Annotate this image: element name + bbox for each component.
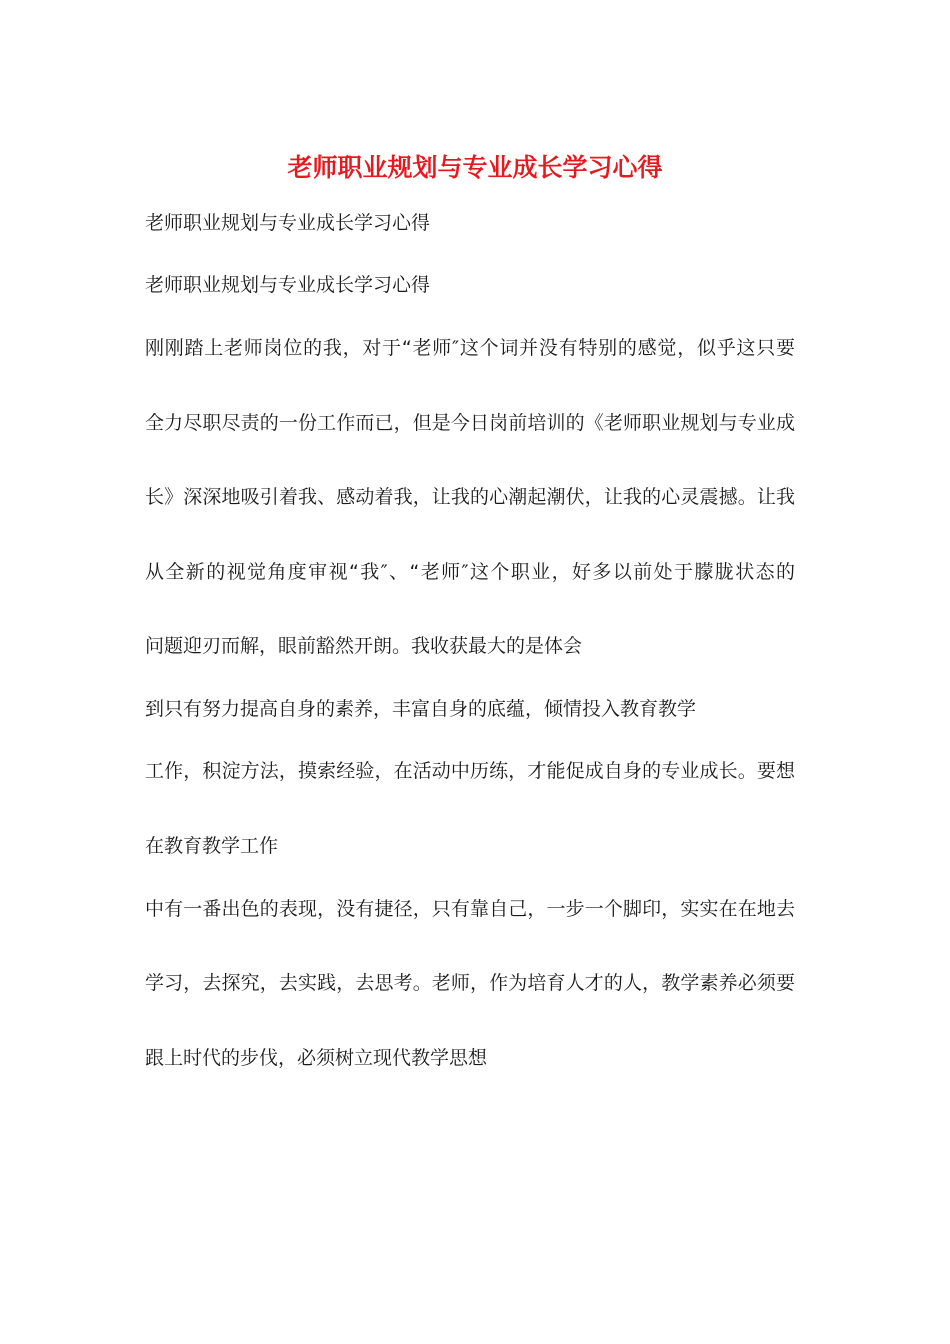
body-line-3: 长》深深地吸引着我、感动着我，让我的心潮起潮伏，让我的心灵震撼。让我 (145, 486, 795, 508)
subtitle-line-2: 老师职业规划与专业成长学习心得 (145, 274, 431, 296)
body-line-1: 刚刚踏上老师岗位的我，对于“老师″这个词并没有特别的感觉，似乎这只要 (145, 337, 795, 359)
body-line-6: 到只有努力提高自身的素养，丰富自身的底蕴，倾情投入教育教学 (145, 698, 697, 720)
subtitle-line-1: 老师职业规划与专业成长学习心得 (145, 212, 431, 234)
body-line-2: 全力尽职尽责的一份工作而已，但是今日岗前培训的《老师职业规划与专业成 (145, 412, 795, 434)
body-line-10: 学习，去探究，去实践，去思考。老师，作为培育人才的人，教学素养必须要 (145, 972, 795, 994)
body-line-4: 从全新的视觉角度审视“我″、“老师″这个职业，好多以前处于朦胧状态的 (145, 561, 795, 583)
body-line-5: 问题迎刃而解，眼前豁然开朗。我收获最大的是体会 (145, 635, 583, 657)
body-line-8: 在教育教学工作 (145, 835, 279, 857)
body-line-9: 中有一番出色的表现，没有捷径，只有靠自己，一步一个脚印，实实在在地去 (145, 898, 795, 920)
page-title: 老师职业规划与专业成长学习心得 (287, 153, 663, 182)
body-line-7: 工作，积淀方法，摸索经验，在活动中历练，才能促成自身的专业成长。要想 (145, 760, 795, 782)
body-line-11: 跟上时代的步伐，必须树立现代教学思想 (145, 1047, 488, 1069)
